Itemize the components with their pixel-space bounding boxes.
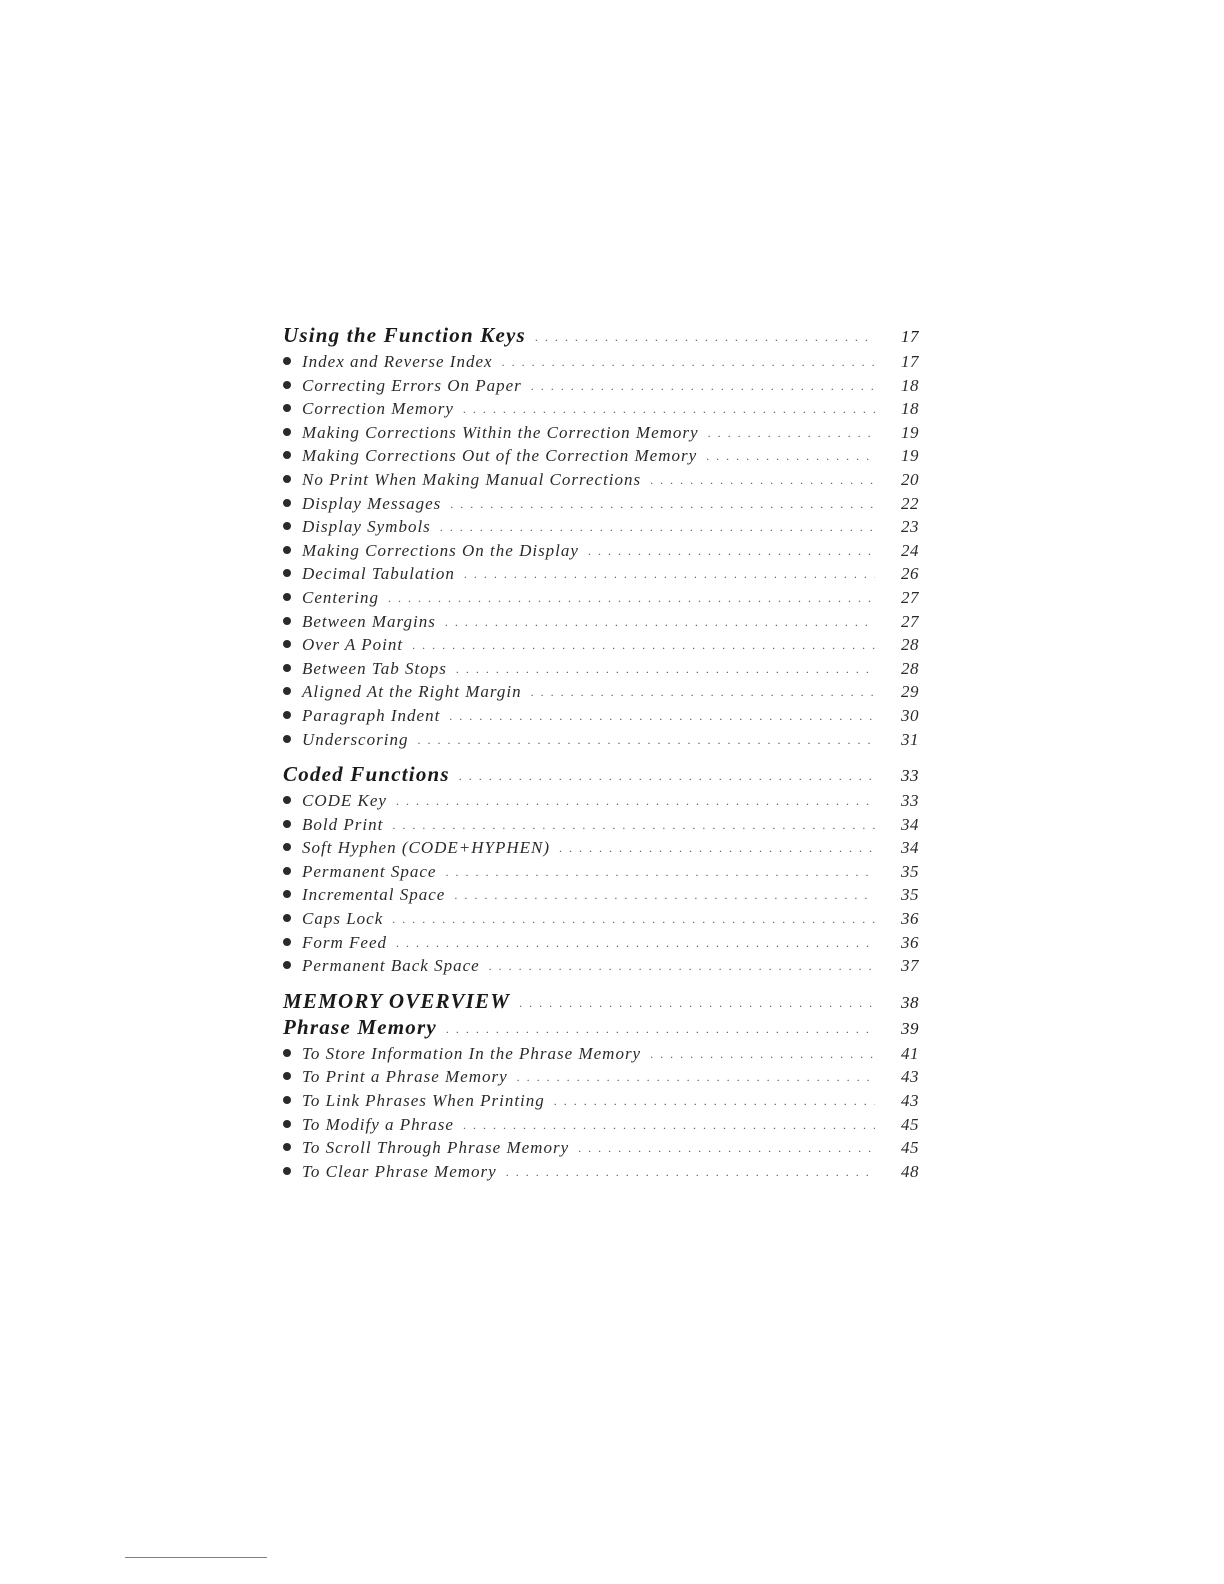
dot-leader: [554, 1090, 875, 1114]
entry-label: Index and Reverse Index: [302, 352, 493, 371]
page-number: 33: [901, 766, 919, 786]
heading-title: Using the Function Keys: [283, 323, 526, 347]
toc-entry[interactable]: [283, 633, 919, 657]
dot-leader: [445, 861, 875, 885]
dot-leader: [417, 729, 875, 753]
bullet-icon: [283, 428, 291, 436]
page-number: 33: [901, 791, 919, 811]
dot-leader: [578, 1137, 875, 1161]
bullet-icon: [283, 961, 291, 969]
bullet-icon: [283, 664, 291, 672]
dot-leader: [449, 705, 875, 729]
bullet-icon: [283, 404, 291, 412]
entry-label: CODE Key: [302, 791, 387, 811]
dot-leader: [535, 324, 875, 350]
dot-leader: [392, 814, 875, 838]
bullet-icon: [283, 735, 291, 743]
dot-leader: [412, 634, 875, 658]
toc-entry[interactable]: [283, 586, 919, 610]
toc-entry[interactable]: [283, 728, 919, 752]
dot-leader: [531, 681, 875, 705]
toc-entry[interactable]: [283, 704, 919, 728]
entry-label: To Store Information In the Phrase Memory: [302, 1043, 642, 1063]
toc-entry[interactable]: [283, 374, 919, 398]
bullet-icon: [283, 1096, 291, 1104]
toc-entry[interactable]: [283, 610, 919, 634]
page-number: 28: [901, 658, 919, 678]
toc-entry[interactable]: [283, 931, 919, 955]
dot-leader: [650, 469, 875, 493]
bullet-icon: [283, 546, 291, 554]
entry-label: Incremental Space: [302, 885, 446, 905]
entry-label: Between Margins: [302, 611, 436, 631]
bullet-icon: [283, 914, 291, 922]
entry-label: To Modify a Phrase: [302, 1114, 454, 1134]
toc-entry[interactable]: [283, 1160, 919, 1184]
entry-label: Soft Hyphen (CODE+HYPHEN): [302, 838, 551, 858]
page-number: 43: [901, 1091, 919, 1111]
page-number: 26: [901, 564, 919, 584]
entry-label: Paragraph Indent: [302, 705, 441, 725]
page-number: 43: [901, 1067, 919, 1087]
dot-leader: [559, 837, 875, 861]
page-number: 29: [901, 682, 919, 702]
page-number: 37: [901, 956, 919, 976]
entry-label: Permanent Space: [302, 861, 437, 881]
toc-heading[interactable]: [283, 322, 919, 348]
page-number: 18: [901, 399, 919, 419]
page-number: 17: [901, 352, 919, 371]
dot-leader: [531, 375, 875, 399]
toc-entry[interactable]: [283, 492, 919, 516]
page-number: 19: [901, 422, 919, 442]
dot-leader: [440, 516, 875, 540]
bullet-icon: [283, 796, 291, 804]
dot-leader: [459, 763, 875, 789]
entry-label: Between Tab Stops: [302, 658, 447, 678]
toc-entry[interactable]: [283, 1065, 919, 1089]
page-number: 34: [901, 814, 919, 834]
entry-label: To Scroll Through Phrase Memory: [302, 1138, 570, 1158]
page-number: 45: [901, 1114, 919, 1134]
dot-leader: [519, 990, 875, 1016]
page-number: 24: [901, 540, 919, 560]
entry-label: Making Corrections Out of the Correction Memory: [302, 446, 698, 466]
page-number: 36: [901, 909, 919, 929]
toc-entry[interactable]: [283, 883, 919, 907]
bullet-icon: [283, 640, 291, 648]
dot-leader: [706, 445, 875, 469]
toc-entry[interactable]: [283, 350, 919, 374]
toc-entry[interactable]: [283, 539, 919, 563]
bullet-icon: [283, 522, 291, 530]
toc-heading[interactable]: [283, 1014, 919, 1040]
page-number: 36: [901, 932, 919, 952]
bullet-icon: [283, 1049, 291, 1057]
toc-entry[interactable]: [283, 397, 919, 421]
bullet-icon: [283, 687, 291, 695]
toc-entry[interactable]: [283, 680, 919, 704]
page-number: 35: [901, 885, 919, 905]
toc-entry[interactable]: [283, 836, 919, 860]
toc-entry[interactable]: [283, 421, 919, 445]
table-of-contents: [283, 322, 919, 1183]
entry-label: Underscoring: [302, 729, 409, 749]
heading-title: MEMORY OVERVIEW: [283, 988, 511, 1013]
dot-leader: [446, 1016, 875, 1042]
heading-title: Phrase Memory: [283, 1014, 437, 1039]
page-number: 20: [901, 469, 919, 489]
page-number: 38: [901, 992, 919, 1012]
page-number: 28: [901, 635, 919, 655]
bullet-icon: [283, 843, 291, 851]
entry-label: Caps Lock: [302, 909, 384, 929]
toc-heading[interactable]: [283, 761, 919, 787]
dot-leader: [388, 587, 875, 611]
bullet-icon: [283, 569, 291, 577]
dot-leader: [463, 1114, 875, 1138]
page-number: 19: [901, 446, 919, 466]
dot-leader: [708, 422, 875, 446]
entry-label: To Clear Phrase Memory: [302, 1161, 497, 1181]
footnote-rule: [125, 1557, 267, 1558]
entry-label: To Print a Phrase Memory: [302, 1067, 508, 1087]
entry-label: To Link Phrases When Printing: [302, 1091, 545, 1111]
entry-label: Making Corrections Within the Correction Memory: [302, 422, 699, 442]
dot-leader: [517, 1066, 875, 1090]
toc-entry[interactable]: [283, 444, 919, 468]
toc-entry[interactable]: [283, 562, 919, 586]
page-number: 35: [901, 861, 919, 881]
entry-label: Display Symbols: [302, 517, 431, 537]
toc-entry[interactable]: [283, 1136, 919, 1160]
page-number: 22: [901, 493, 919, 513]
toc-entry[interactable]: [283, 515, 919, 539]
page-number: 23: [901, 517, 919, 537]
bullet-icon: [283, 475, 291, 483]
bullet-icon: [283, 711, 291, 719]
bullet-icon: [283, 499, 291, 507]
page-number: 17: [901, 327, 919, 346]
entry-label: Over A Point: [302, 635, 404, 655]
bullet-icon: [283, 617, 291, 625]
bullet-icon: [283, 1072, 291, 1080]
toc-entry[interactable]: [283, 860, 919, 884]
page-number: 34: [901, 838, 919, 858]
bullet-icon: [283, 867, 291, 875]
dot-leader: [506, 1161, 875, 1185]
bullet-icon: [283, 938, 291, 946]
page-number: 31: [901, 729, 919, 749]
bullet-icon: [283, 381, 291, 389]
entry-label: Decimal Tabulation: [302, 564, 455, 584]
toc-entry[interactable]: [283, 813, 919, 837]
dot-leader: [588, 540, 875, 564]
entry-label: Making Corrections On the Display: [302, 540, 579, 560]
toc-entry[interactable]: [283, 789, 919, 813]
toc-entry[interactable]: [283, 1089, 919, 1113]
dot-leader: [396, 932, 875, 956]
entry-label: Correcting Errors On Paper: [302, 375, 522, 395]
toc-heading[interactable]: [283, 988, 919, 1014]
dot-leader: [456, 658, 875, 682]
bullet-icon: [283, 1167, 291, 1175]
page-number: 18: [901, 375, 919, 395]
entry-label: Aligned At the Right Margin: [302, 682, 522, 702]
page-number: 48: [901, 1161, 919, 1181]
dot-leader: [463, 398, 875, 422]
page-number: 45: [901, 1138, 919, 1158]
bullet-icon: [283, 357, 291, 365]
dot-leader: [445, 611, 875, 635]
page-number: 39: [901, 1018, 919, 1038]
entry-label: Correction Memory: [302, 399, 454, 419]
dot-leader: [450, 493, 875, 517]
dot-leader: [502, 351, 875, 375]
entry-label: Display Messages: [302, 493, 442, 513]
dot-leader: [392, 908, 875, 932]
bullet-icon: [283, 1120, 291, 1128]
entry-label: Form Feed: [302, 932, 388, 952]
bullet-icon: [283, 593, 291, 601]
toc-entry[interactable]: [283, 907, 919, 931]
dot-leader: [489, 955, 875, 979]
toc-entry[interactable]: [283, 657, 919, 681]
heading-title: Coded Functions: [283, 762, 450, 787]
dot-leader: [396, 790, 875, 814]
toc-entry[interactable]: [283, 1042, 919, 1066]
bullet-icon: [283, 890, 291, 898]
page-number: 30: [901, 705, 919, 725]
toc-entry[interactable]: [283, 954, 919, 978]
dot-leader: [454, 884, 875, 908]
entry-label: Centering: [302, 587, 379, 607]
page-number: 41: [901, 1043, 919, 1063]
dot-leader: [464, 563, 875, 587]
page-number: 27: [901, 587, 919, 607]
toc-entry[interactable]: [283, 1113, 919, 1137]
page-number: 27: [901, 611, 919, 631]
entry-label: No Print When Making Manual Corrections: [302, 469, 642, 489]
toc-entry[interactable]: [283, 468, 919, 492]
bullet-icon: [283, 820, 291, 828]
bullet-icon: [283, 451, 291, 459]
dot-leader: [650, 1043, 875, 1067]
entry-label: Permanent Back Space: [302, 956, 480, 976]
entry-label: Bold Print: [302, 814, 384, 834]
bullet-icon: [283, 1143, 291, 1151]
